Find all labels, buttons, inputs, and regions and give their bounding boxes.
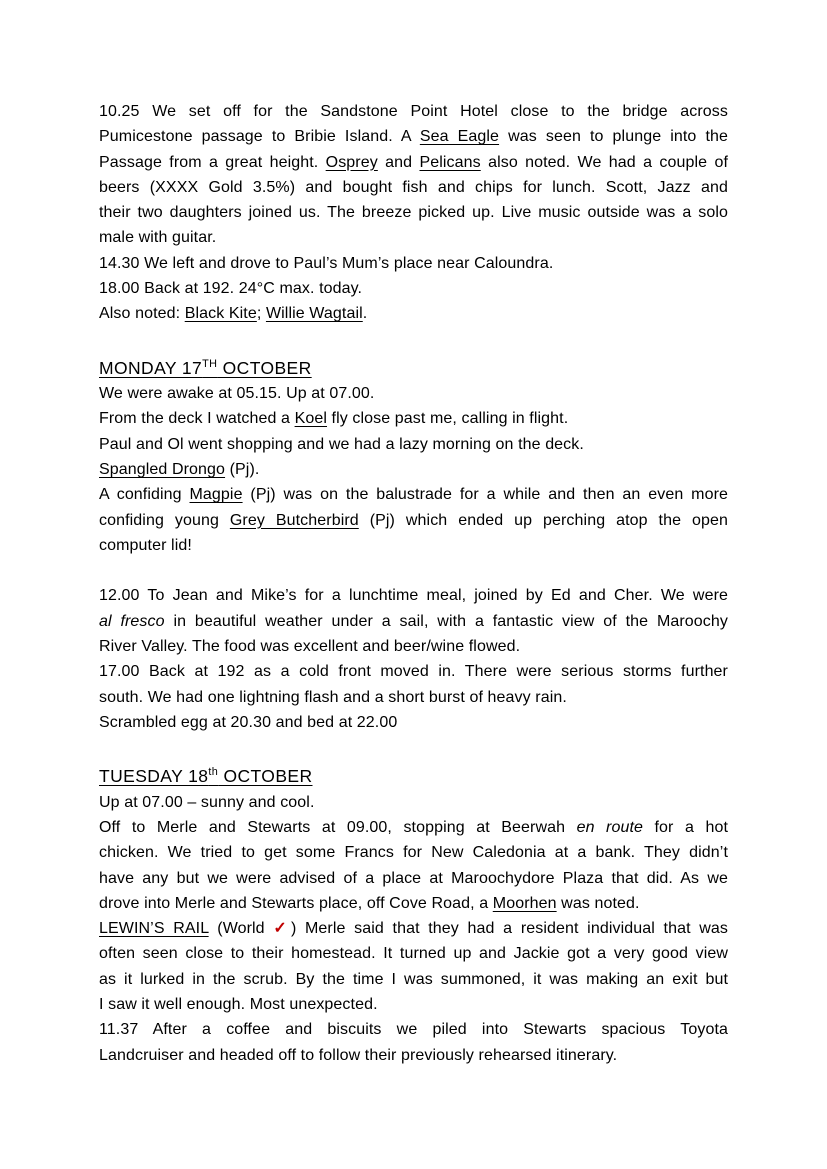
text-line: [99, 967, 728, 992]
text-line: [99, 710, 728, 735]
text-run: (Pj) was on the balustrade for a while and then an even more: [242, 486, 729, 504]
underlined-name: Black Kite: [184, 305, 257, 323]
text-run: I saw it well enough. Most unexpected.: [99, 996, 378, 1014]
text-run: Off to Merle and Stewarts at 09.00, stopping at Beerwah: [99, 818, 577, 836]
superscript-run: th: [208, 766, 219, 779]
text-run: 10.25 We set off for the Sandstone Point Hotel close to the bridge across: [99, 103, 728, 120]
italic-run: al fresco: [99, 612, 165, 630]
text-run: Paul and Ol went shopping and we had a lazy morning on the deck.: [99, 435, 584, 453]
underlined-name: Sea Eagle: [419, 128, 500, 146]
text-run: TUESDAY 18: [99, 766, 209, 787]
text-line: [99, 508, 728, 533]
text-line: [99, 583, 728, 608]
text-run: fly close past me, calling in flight.: [327, 410, 569, 428]
text-line: [99, 685, 728, 710]
underlined-name: Koel: [294, 410, 328, 428]
text-run: Landcruiser and headed off to follow their previously rehearsed itinerary.: [99, 1046, 618, 1064]
underlined-name: Osprey: [325, 153, 378, 171]
blank-line: [99, 327, 728, 352]
underlined-name: Spangled Drongo: [99, 460, 226, 478]
text-line: [99, 916, 728, 941]
text-run: also noted. We had a couple of: [480, 153, 728, 171]
text-run: From the deck I watched a: [99, 410, 295, 428]
text-run: ;: [256, 305, 266, 323]
text-line: [99, 634, 728, 659]
text-run: 14.30 We left and drove to Paul’s Mum’s place near Caloundra.: [99, 254, 554, 272]
text-run: drove into Merle and Stewarts place, off Cove Road, a: [99, 894, 493, 912]
text-line: [99, 457, 728, 482]
text-line: [99, 891, 728, 916]
text-line: [99, 124, 728, 149]
text-run: .: [362, 305, 368, 323]
section-heading: [99, 761, 728, 790]
text-run: OCTOBER: [217, 357, 312, 378]
text-line: [99, 790, 728, 815]
text-run: beers (XXXX Gold 3.5%) and bought fish and chips for lunch. Scott, Jazz and: [99, 178, 728, 196]
text-run: ) Merle said that they had a resident individual that was: [290, 920, 729, 938]
text-line: [99, 276, 728, 301]
text-run: We were awake at 05.15. Up at 07.00.: [99, 385, 375, 403]
text-run: 18.00 Back at 192. 24°C max. today.: [99, 280, 363, 298]
text-run: and: [377, 153, 420, 171]
text-run: Passage from a great height.: [99, 153, 326, 171]
text-line: [99, 609, 728, 634]
heading-underline: [99, 766, 313, 786]
italic-run: en route: [576, 818, 644, 836]
underlined-name: Moorhen: [492, 894, 557, 912]
text-run: 11.37 After a coffee and biscuits we piled into Stewarts spacious Toyota: [99, 1021, 728, 1039]
text-run: 17.00 Back at 192 as a cold front moved in. There were serious storms further: [99, 663, 728, 681]
text-line: [99, 533, 728, 558]
text-run: was seen to plunge into the: [499, 128, 728, 146]
text-run: their two daughters joined us. The breeze picked up. Live music outside was a solo: [99, 204, 728, 222]
text-run: (Pj) which ended up perching atop the open: [358, 511, 728, 529]
text-line: [99, 659, 728, 684]
text-run: A confiding: [99, 486, 190, 504]
text-line: [99, 1043, 728, 1068]
text-run: (Pj).: [225, 460, 260, 478]
underlined-name: Willie Wagtail: [265, 305, 363, 323]
text-line: [99, 432, 728, 457]
text-line: [99, 381, 728, 406]
text-line: [99, 225, 728, 250]
text-line: [99, 815, 728, 840]
document-content: [99, 99, 728, 1068]
text-line: [99, 406, 728, 431]
blank-line: [99, 558, 728, 583]
underlined-name: Magpie: [189, 486, 243, 504]
text-line: [99, 992, 728, 1017]
text-line: [99, 866, 728, 891]
world-tick-icon: ✓: [273, 920, 291, 938]
text-run: male with guitar.: [99, 229, 217, 247]
heading-underline: [99, 358, 312, 378]
text-run: Scrambled egg at 20.30 and bed at 22.00: [99, 713, 398, 731]
text-run: computer lid!: [99, 536, 192, 554]
text-line: [99, 840, 728, 865]
text-run: 12.00 To Jean and Mike’s for a lunchtime meal, joined by Ed and Cher. We were: [99, 587, 728, 605]
text-run: often seen close to their homestead. It turned up and Jackie got a very good view: [99, 945, 728, 963]
text-line: [99, 99, 728, 124]
text-run: MONDAY 17: [99, 357, 203, 378]
text-run: confiding young: [99, 511, 230, 529]
blank-line: [99, 735, 728, 760]
text-run: (World: [208, 920, 274, 938]
text-line: [99, 200, 728, 225]
text-line: [99, 1017, 728, 1042]
text-line: [99, 301, 728, 326]
text-run: chicken. We tried to get some Francs for New Caledonia at a bank. They didn’t: [99, 844, 728, 862]
text-line: [99, 175, 728, 200]
text-run: OCTOBER: [218, 766, 313, 787]
text-line: [99, 150, 728, 175]
text-run: have any but we were advised of a place at Maroochydore Plaza that did. As we: [99, 869, 728, 887]
section-heading: [99, 352, 728, 381]
text-run: Pumicestone passage to Bribie Island. A: [99, 128, 420, 146]
text-run: Up at 07.00 – sunny and cool.: [99, 793, 315, 811]
text-line: [99, 482, 728, 507]
text-run: south. We had one lightning flash and a short burst of heavy rain.: [99, 688, 567, 706]
superscript-run: TH: [202, 357, 218, 370]
underlined-name: Grey Butcherbird: [229, 511, 359, 529]
text-run: as it lurked in the scrub. By the time I was summoned, it was making an exit but: [99, 970, 728, 988]
text-run: River Valley. The food was excellent and beer/wine flowed.: [99, 638, 521, 656]
text-run: was noted.: [556, 894, 640, 912]
underlined-name: LEWIN’S RAIL: [99, 920, 209, 938]
text-run: for a hot: [643, 818, 728, 836]
text-line: [99, 251, 728, 276]
text-run: Also noted:: [99, 305, 185, 323]
underlined-name: Pelicans: [419, 153, 481, 171]
text-run: in beautiful weather under a sail, with a fantastic view of the Maroochy: [164, 612, 729, 630]
text-line: [99, 941, 728, 966]
